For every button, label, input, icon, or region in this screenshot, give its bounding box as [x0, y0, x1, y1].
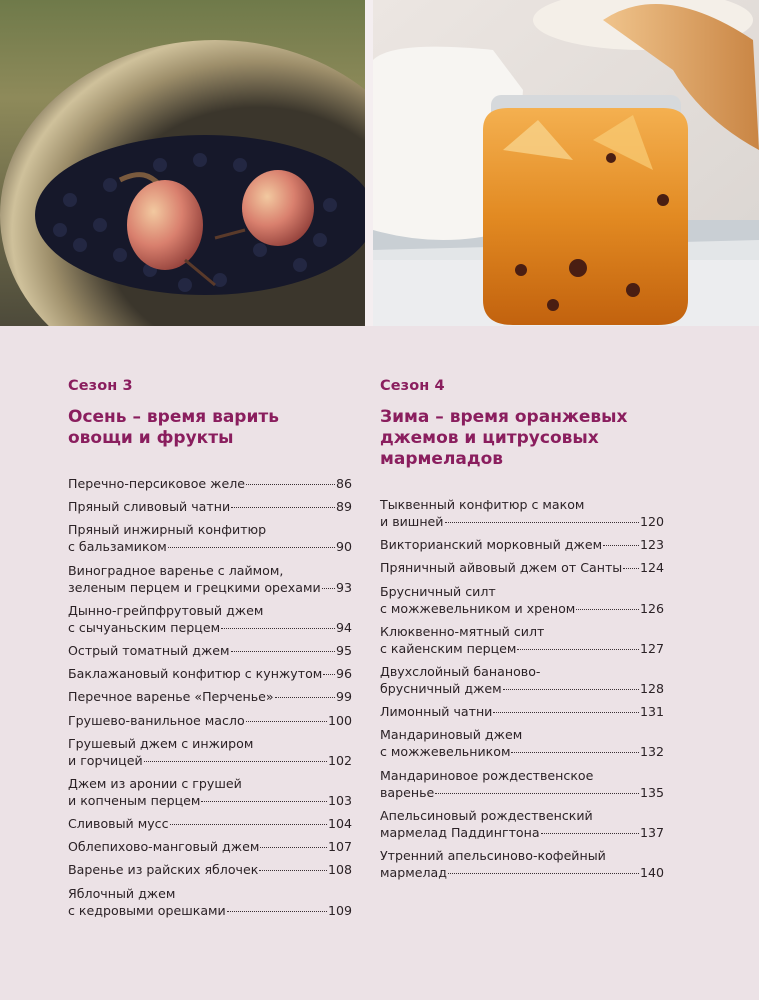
toc-entry: [380, 536, 664, 553]
toc-entry-row: [68, 665, 352, 682]
toc-entry-title-line: с бальзамиком: [68, 539, 167, 555]
toc-entry-row: [380, 743, 664, 760]
toc-entry-title-line: Джем из аронии с грушей: [68, 775, 242, 791]
toc-entry-title-line: и копченым перцем: [68, 792, 201, 808]
dot-leader: [231, 651, 335, 652]
toc-entry-row: [380, 703, 664, 720]
toc-entry-page-number: 128: [639, 680, 664, 696]
toc-entry-row: [68, 579, 352, 596]
toc-entry: [68, 885, 352, 919]
toc-entry-row: [68, 838, 352, 855]
toc-entry-page-number: 109: [327, 902, 352, 918]
photo-berries-pears: [0, 0, 365, 326]
toc-entry: [68, 735, 352, 769]
toc-entry: [68, 602, 352, 636]
toc-entry-title-line: варенье: [380, 784, 435, 800]
toc-entry-title-line: Пряный инжирный конфитюр: [68, 522, 267, 538]
season-4-title-line-2: джемов и цитрусовых: [380, 428, 599, 448]
dot-leader: [260, 847, 327, 848]
season-4-title-line-1: Зима – время оранжевых: [380, 407, 628, 427]
toc-entry-page-number: 102: [327, 752, 352, 768]
toc-entry-page-number: 126: [639, 600, 664, 616]
toc-entry-row: [68, 792, 352, 809]
toc-entry: [380, 663, 664, 697]
toc-entry-title-line: Яблочный джем: [68, 885, 176, 901]
toc-entry-title-line: Апельсиновый рождественский: [380, 807, 593, 823]
dot-leader: [503, 689, 639, 690]
toc-entry-title-line: Перечное варенье «Перченье»: [68, 689, 274, 705]
toc-entry-row: [68, 752, 352, 769]
toc-entry-row: [68, 902, 352, 919]
season-3-column: [68, 377, 352, 925]
toc-entry-title-line: и горчицей: [68, 752, 143, 768]
toc-entry-page-number: 131: [639, 704, 664, 720]
dot-leader: [511, 752, 639, 753]
toc-entry: [380, 583, 664, 617]
toc-entry: [68, 861, 352, 878]
dot-leader: [259, 870, 327, 871]
dot-leader: [168, 547, 335, 548]
dot-leader: [517, 649, 639, 650]
toc-entry: [380, 703, 664, 720]
dot-leader: [221, 628, 335, 629]
toc-entry-page-number: 127: [639, 640, 664, 656]
toc-entry: [68, 475, 352, 492]
toc-entry-title-line: с сычуаньским перцем: [68, 619, 221, 635]
toc-entry-page-number: 94: [335, 619, 352, 635]
toc-entry-row: [380, 559, 664, 576]
toc-entry-row: [380, 600, 664, 617]
toc-entry-title-line: Виноградное варенье с лаймом,: [68, 562, 284, 578]
toc-entry-title-line: Острый томатный джем: [68, 642, 230, 658]
toc-entry-row: [68, 688, 352, 705]
season-3-title: [68, 407, 352, 449]
toc-entry-row: [380, 864, 664, 881]
dot-leader: [603, 545, 639, 546]
toc-entry-page-number: 120: [639, 514, 664, 529]
toc-entry: [380, 767, 664, 801]
toc-entry-title-line: мармелад: [380, 864, 447, 880]
toc-entry-page-number: 100: [327, 712, 352, 728]
toc-entry: [380, 807, 664, 841]
toc-entry-title-line: зеленым перцем и грецкими орехами: [68, 579, 321, 595]
toc-entry: [380, 496, 664, 530]
toc-entry-page-number: 90: [335, 539, 352, 555]
toc-entry-row: [380, 824, 664, 841]
toc-entry-title-line: Мандариновый джем: [380, 727, 523, 743]
dot-leader: [246, 484, 335, 485]
toc-entry-page-number: 107: [327, 839, 352, 855]
season-3-title-line-1: Осень – время варить: [68, 407, 279, 427]
toc-entry-page-number: 123: [639, 537, 664, 553]
toc-entry-title-line: Двухслойный бананово-: [380, 663, 541, 679]
toc-entry-title-line: Пряничный айвовый джем от Санты: [380, 560, 623, 576]
toc-entry-row: [380, 784, 664, 801]
dot-leader: [445, 522, 639, 523]
dot-leader: [201, 801, 327, 802]
dot-leader: [493, 712, 639, 713]
toc-entry-page-number: 104: [327, 816, 352, 832]
toc-entry-title-line: Брусничный силт: [380, 583, 496, 599]
toc-entry-row: [68, 538, 352, 555]
toc-entry-title-line: Дынно-грейпфрутовый джем: [68, 602, 264, 618]
toc-entry-title-line: Утренний апельсиново-кофейный: [380, 847, 606, 863]
toc-entry-page-number: 137: [639, 824, 664, 840]
dot-leader: [435, 793, 639, 794]
toc-entry-title-line: Баклажановый конфитюр с кунжутом: [68, 666, 323, 682]
toc-entry-row: [68, 475, 352, 492]
dot-leader: [323, 674, 335, 675]
toc-entry-page-number: 135: [639, 784, 664, 800]
toc-entry-title-line: Грушево-ванильное масло: [68, 712, 245, 728]
toc-entry: [68, 642, 352, 659]
toc-entry-title-line: Тыквенный конфитюр с маком: [380, 497, 585, 512]
toc-entry-title-line: Грушевый джем с инжиром: [68, 735, 254, 751]
toc-entry: [68, 815, 352, 832]
toc-entry-title-line: Варенье из райских яблочек: [68, 862, 259, 878]
toc-entry-title-line: с можжевельником и хреном: [380, 600, 576, 616]
toc-entry: [380, 623, 664, 657]
dot-leader: [576, 609, 639, 610]
toc-entry: [68, 665, 352, 682]
toc-entry-title-line: Сливовый мусс: [68, 816, 169, 832]
dot-leader: [227, 911, 327, 912]
toc-entry: [68, 498, 352, 515]
dot-leader: [322, 588, 335, 589]
toc-entry-page-number: 89: [335, 499, 352, 515]
dot-leader: [623, 568, 639, 569]
season-4-column: [380, 377, 664, 887]
toc-entry: [68, 838, 352, 855]
toc-entry-page-number: 108: [327, 862, 352, 878]
toc-entry-row: [68, 815, 352, 832]
dot-leader: [144, 761, 327, 762]
toc-entry-page-number: 93: [335, 579, 352, 595]
toc-entry-page-number: 124: [639, 560, 664, 576]
toc-entry-title-line: Облепихово-манговый джем: [68, 839, 260, 855]
toc-entry: [68, 562, 352, 596]
season-4-title-line-3: мармеладов: [380, 449, 504, 469]
toc-entry-title-line: с можжевельником: [380, 744, 511, 760]
toc-entry-row: [68, 712, 352, 729]
dot-leader: [170, 824, 327, 825]
toc-entry-row: [68, 642, 352, 659]
season-3-toc: [68, 475, 352, 919]
toc-entry-title-line: Мандариновое рождественское: [380, 767, 594, 783]
dot-leader: [275, 697, 335, 698]
season-4-title: [380, 407, 664, 470]
toc-entry: [380, 847, 664, 881]
dot-leader: [231, 507, 335, 508]
season-3-title-line-2: овощи и фрукты: [68, 428, 234, 448]
season-4-toc: [380, 496, 664, 881]
toc-entry-row: [68, 619, 352, 636]
toc-entry: [68, 712, 352, 729]
toc-entry: [68, 775, 352, 809]
toc-entry-title-line: Клюквенно-мятный силт: [380, 623, 545, 639]
toc-entry-row: [380, 640, 664, 657]
toc-entry-row: [68, 498, 352, 515]
toc-entry-title-line: Лимонный чатни: [380, 704, 493, 720]
photo-marmalade-jar: [373, 0, 759, 326]
toc-entry-page-number: 96: [335, 666, 352, 682]
toc-entry: [380, 726, 664, 760]
toc-entry-title-line: с кедровыми орешками: [68, 902, 226, 918]
season-4-label: Сезон 4: [380, 378, 445, 394]
toc-entry-page-number: 140: [639, 864, 664, 880]
toc-entry-row: [380, 513, 664, 530]
toc-entry-page-number: 103: [327, 792, 352, 808]
toc-entry-row: [68, 861, 352, 878]
toc-entry-page-number: 132: [639, 744, 664, 760]
toc-entry-title-line: Викторианский морковный джем: [380, 537, 603, 553]
toc-entry-title-line: брусничный джем: [380, 680, 502, 696]
toc-entry-title-line: Пряный сливовый чатни: [68, 499, 231, 515]
toc-entry-title-line: и вишней: [380, 514, 444, 529]
dot-leader: [541, 833, 639, 834]
season-3-label: Сезон 3: [68, 378, 133, 394]
toc-entry: [68, 688, 352, 705]
toc-entry-title-line: с кайенским перцем: [380, 640, 517, 656]
header-photos: [0, 0, 759, 326]
toc-entry: [380, 559, 664, 576]
toc-entry-row: [380, 536, 664, 553]
toc-entry-page-number: 99: [335, 689, 352, 705]
toc-entry: [68, 521, 352, 555]
dot-leader: [246, 721, 327, 722]
toc-entry-row: [380, 680, 664, 697]
toc-entry-title-line: Перечно-персиковое желе: [68, 476, 246, 491]
toc-entry-page-number: 86: [335, 476, 352, 491]
toc-entry-title-line: мармелад Паддингтона: [380, 824, 540, 840]
dot-leader: [448, 873, 639, 874]
toc-entry-page-number: 95: [335, 642, 352, 658]
